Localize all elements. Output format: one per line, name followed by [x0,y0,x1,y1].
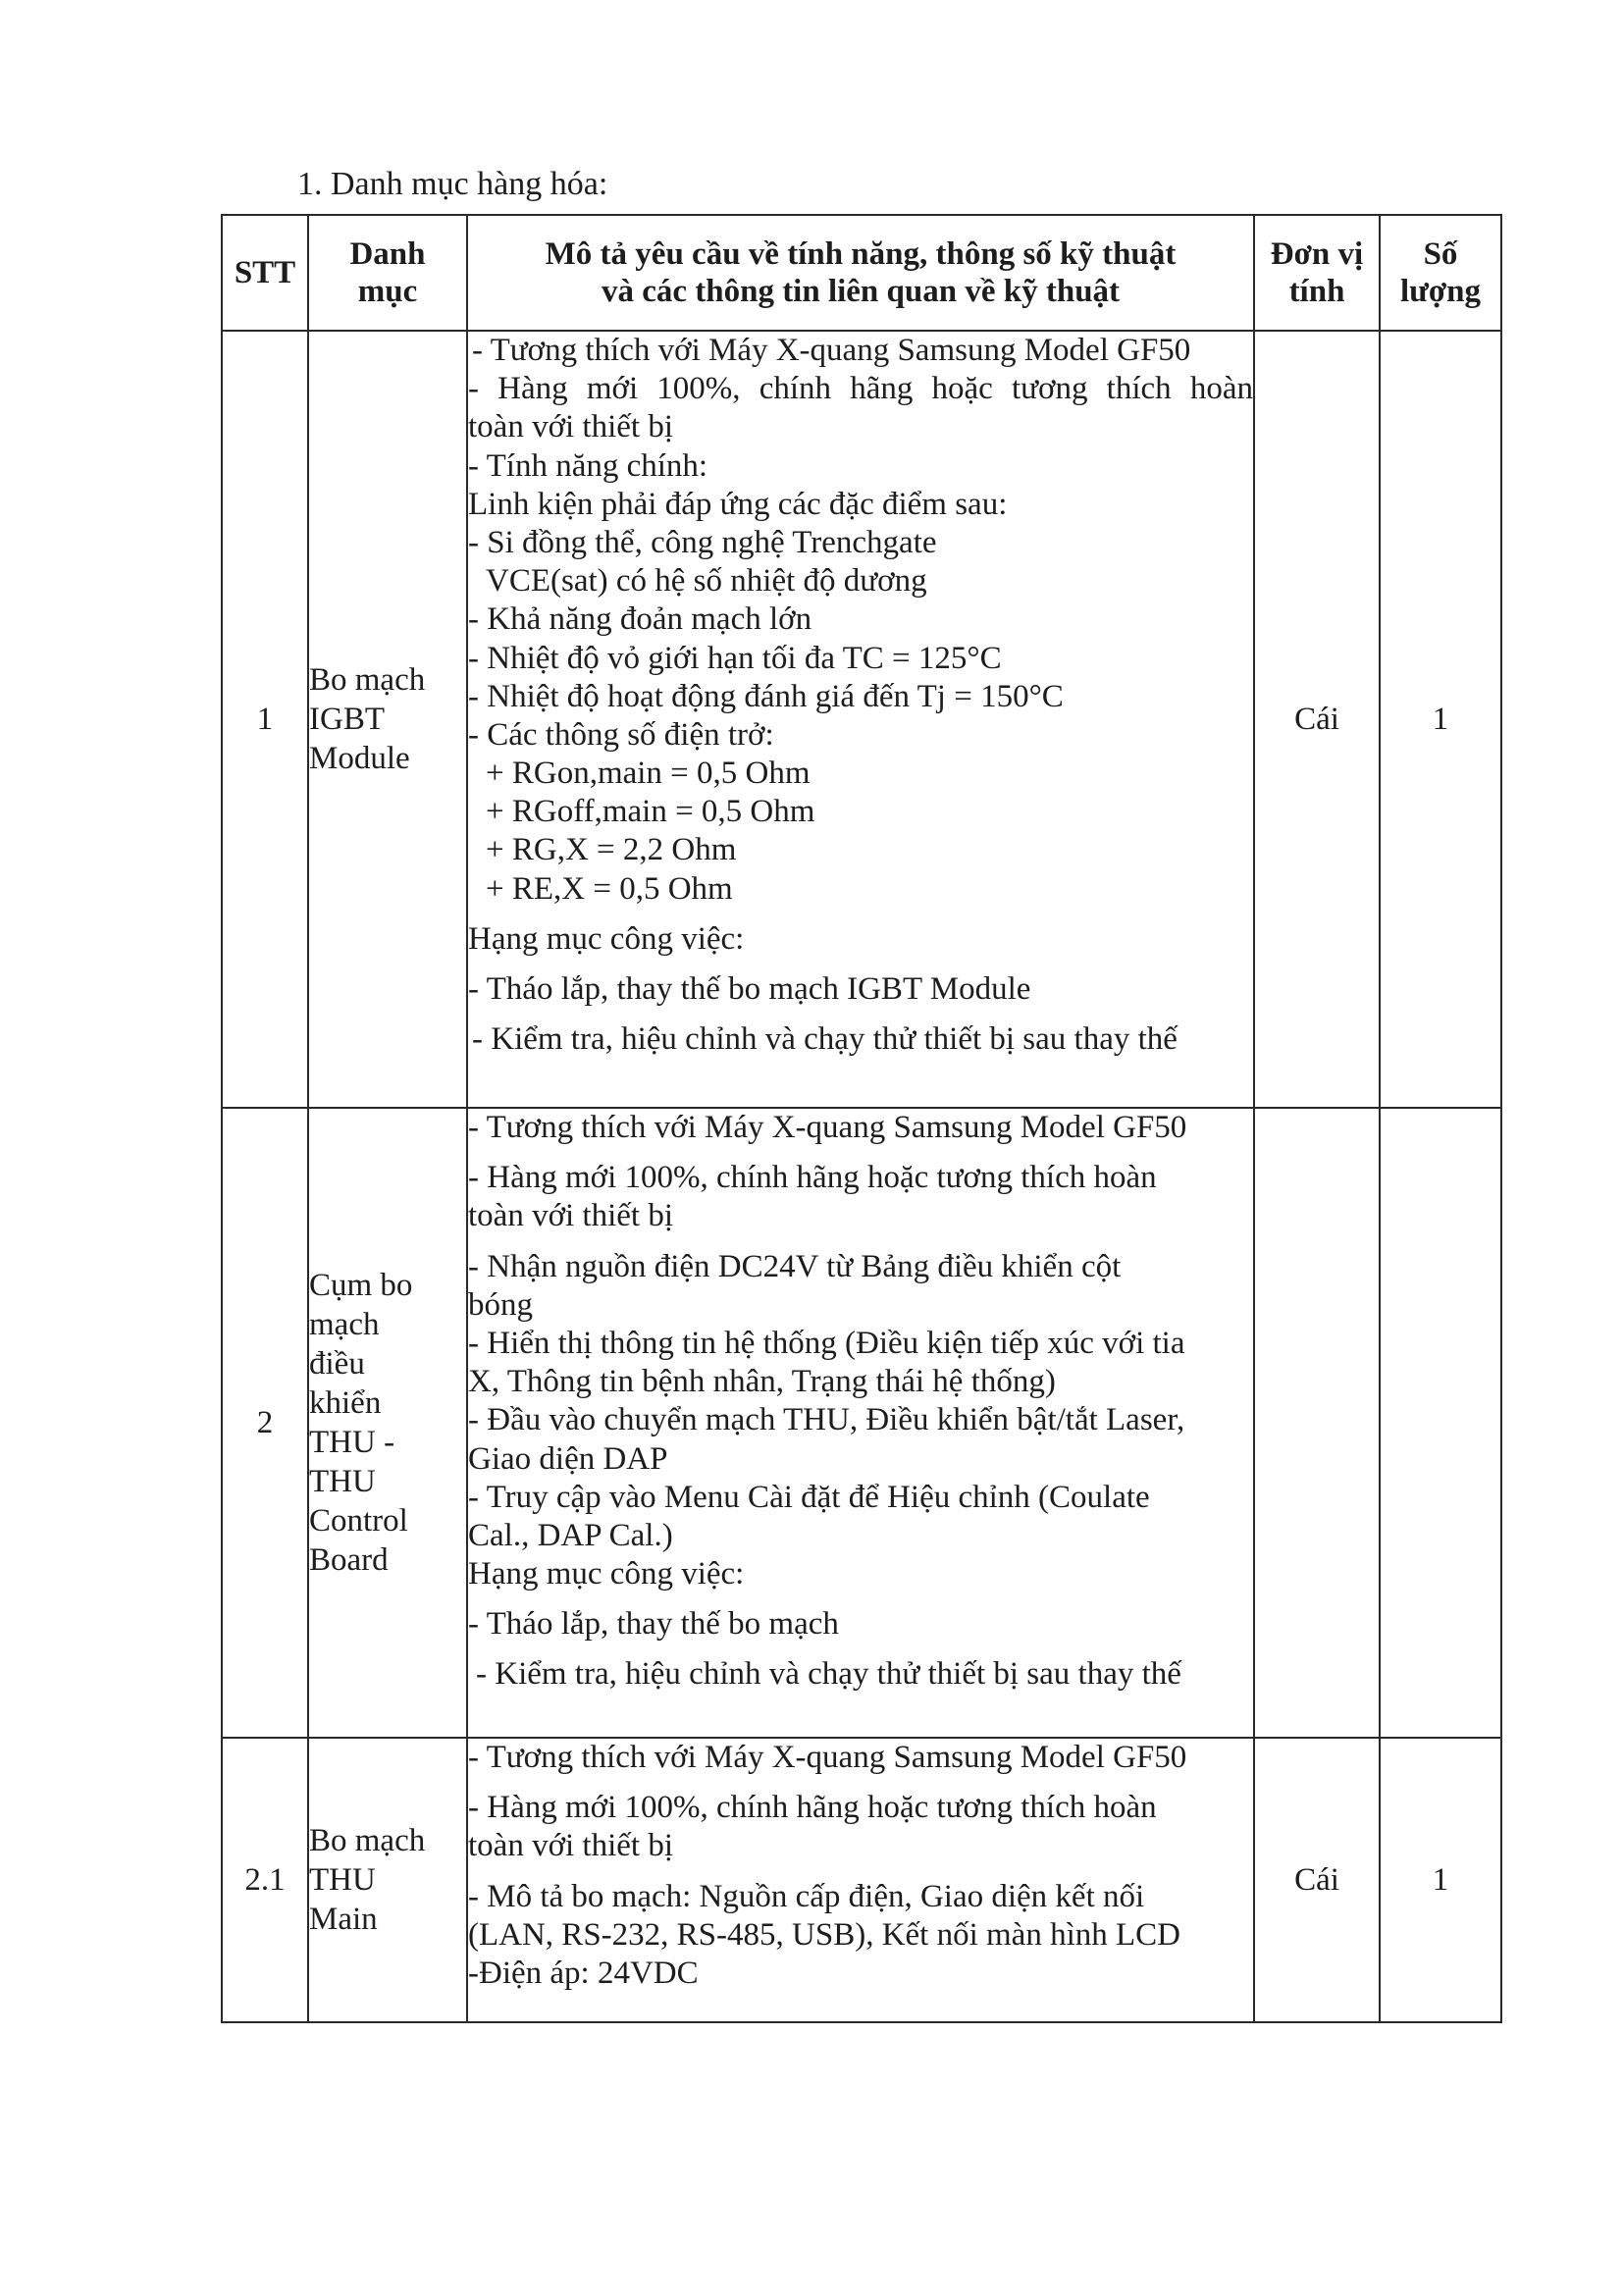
header-category-line: Danh [349,236,426,272]
description-line: Giao diện DAP [468,1440,668,1477]
description-line: - Nhiệt độ hoạt động đánh giá đến Tj = 150°C [468,678,1064,714]
cell-description [467,1738,1254,2022]
description-line: - Hàng mới 100%, chính hãng hoặc tương thích hoàn [468,1790,1157,1826]
item-name-line: Module [309,741,410,776]
cell-item-name [308,1738,467,2022]
cell-quantity [1380,1108,1501,1738]
header-description-line: và các thông tin liên quan về kỹ thuật [601,274,1121,309]
description-line: + RGon,main = 0,5 Ohm [486,756,811,792]
cell-stt: 2.1 [222,1738,308,2022]
header-category [308,215,467,331]
description-line: Linh kiện phải đáp ứng các đặc điểm sau: [468,486,1008,522]
header-description-line: Mô tả yêu cầu về tính năng, thông số kỹ thuật [545,236,1177,272]
item-name-line: khiển [309,1385,382,1421]
description-line: - Tương thích với Máy X-quang Samsung Model GF50 [468,1110,1187,1145]
item-name-line: IGBT [309,702,385,737]
description-line: - Truy cập vào Menu Cài đặt để Hiệu chỉnh (Coulate [468,1479,1150,1515]
cell-item-name [308,331,467,1108]
table-row [222,1738,1501,2022]
item-name-line: THU - [309,1425,395,1460]
header-unit-line: Đơn vị [1270,236,1364,272]
description-line: toàn với thiết bị [468,409,674,445]
description-line: - Khả năng đoản mạch lớn [468,601,812,638]
cell-quantity: 1 [1380,331,1501,1108]
description-line: toàn với thiết bị [468,1828,674,1864]
description-line: - Tháo lắp, thay thế bo mạch IGBT Module [468,971,1031,1007]
description-line: - Tính năng chính: [468,447,708,484]
description-line: + RGoff,main = 0,5 Ohm [486,794,815,830]
description-line: - Đầu vào chuyển mạch THU, Điều khiển bật/tắt Laser, [468,1402,1185,1438]
item-name-line: Board [309,1542,389,1578]
description-line: Hạng mục công việc: [468,1556,745,1592]
description-line: - Nhận nguồn điện DC24V từ Bảng điều khiển cột [468,1248,1122,1284]
spacer [468,1777,1253,1789]
item-name-line: Bo mạch [309,1823,426,1858]
header-quantity [1380,215,1501,331]
cell-description [467,331,1254,1108]
description-line: - Tháo lắp, thay thế bo mạch [468,1606,839,1643]
description-line: - Mô tả bo mạch: Nguồn cấp điện, Giao diện kết nối [468,1878,1145,1914]
cell-unit [1254,1108,1380,1738]
header-quantity-line: lượng [1399,274,1482,309]
item-name-line: Cụm bo [309,1268,413,1303]
description-line: bóng [468,1286,533,1323]
description-line: - Hàng mới 100%, chính hãng hoặc tương thích hoàn [468,1160,1157,1196]
cell-stt: 2 [222,1108,308,1738]
description-line: - Kiểm tra, hiệu chỉnh và chạy thử thiết bị sau thay thế [476,1656,1181,1693]
table-header-row [222,215,1501,331]
header-quantity-line: Số [1423,236,1458,272]
description-line: X, Thông tin bệnh nhân, Trạng thái hệ thống) [468,1364,1056,1400]
table-row [222,1108,1501,1738]
description-line: Cal., DAP Cal.) [468,1517,673,1553]
item-name-line: điều [309,1346,365,1382]
header-unit-line: tính [1288,274,1345,309]
item-name-line: mạch [309,1307,380,1342]
description-line: + RE,X = 0,5 Ohm [486,870,733,907]
spacer [468,1009,1253,1020]
item-name-line: THU [309,1862,376,1898]
description-line: Hạng mục công việc: [468,920,745,957]
header-unit [1254,215,1380,331]
item-name-line: Main [309,1902,378,1937]
description-line: - Các thông số điện trở: [468,716,774,753]
description-line: - Tương thích với Máy X-quang Samsung Model GF50 [472,333,1191,368]
description-line: - Hiển thị thông tin hệ thống (Điều kiện tiếp xúc với tia [468,1325,1185,1361]
description-line: (LAN, RS-232, RS-485, USB), Kết nối màn hình LCD [468,1916,1180,1953]
description-line: - Si đồng thể, công nghệ Trenchgate [468,524,937,560]
goods-table [221,214,1502,2023]
item-name-line: Control [309,1503,408,1539]
header-category-line: mục [357,274,418,309]
description-line: - Nhiệt độ vỏ giới hạn tối đa TC = 125°C [468,640,1002,676]
description-line: + RG,X = 2,2 Ohm [486,832,737,868]
cell-quantity: 1 [1380,1738,1501,2022]
cell-stt: 1 [222,331,308,1108]
description-line: VCE(sat) có hệ số nhiệt độ dương [486,563,927,600]
description-line: - Kiểm tra, hiệu chỉnh và chạy thử thiết bị sau thay thế [472,1021,1178,1058]
cell-unit: Cái [1254,1738,1380,2022]
header-stt: STT [222,215,308,331]
section-heading: 1. Danh mục hàng hóa: [297,166,608,202]
spacer [468,1644,1253,1655]
header-description [467,215,1254,331]
table-row [222,331,1501,1108]
spacer [468,1147,1253,1159]
description-line: -Điện áp: 24VDC [468,1955,699,1991]
spacer [468,959,1253,970]
cell-unit: Cái [1254,331,1380,1108]
description-line: toàn với thiết bị [468,1198,674,1234]
description-line: - Hàng mới 100%, chính hãng hoặc tương thích hoàn [468,371,1253,407]
cell-description [467,1108,1254,1738]
spacer [468,1866,1253,1878]
description-line: - Tương thích với Máy X-quang Samsung Model GF50 [468,1740,1187,1775]
cell-item-name [308,1108,467,1738]
spacer [468,1593,1253,1605]
spacer [468,1236,1253,1248]
item-name-line: THU [309,1464,376,1499]
spacer [468,909,1253,920]
item-name-line: Bo mạch [309,662,426,698]
